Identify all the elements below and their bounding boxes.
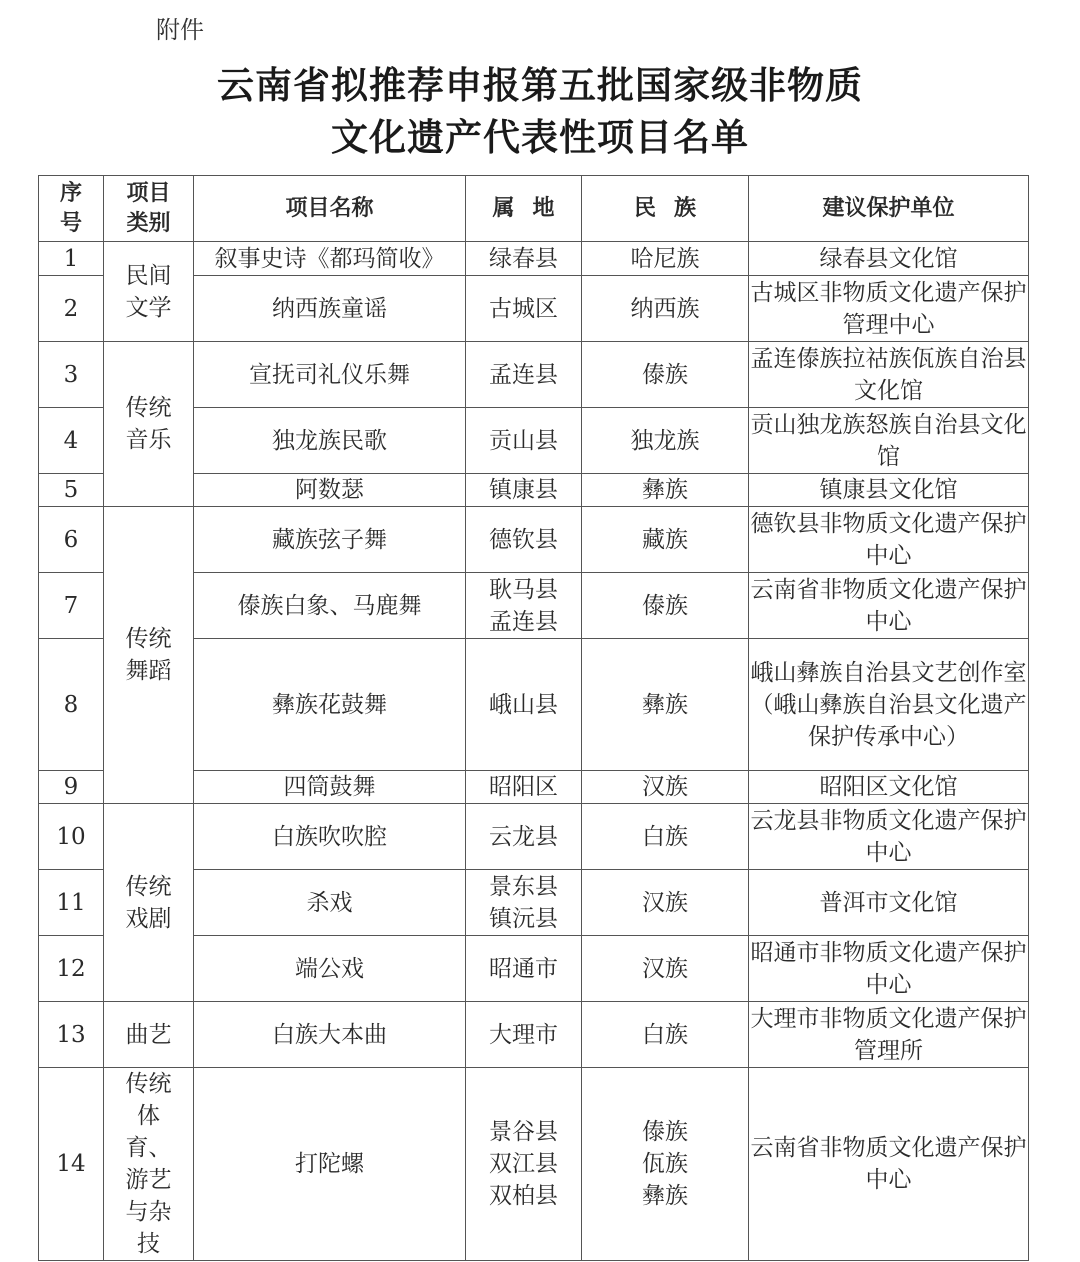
row-ethnicity: 傣族 佤族 彝族 <box>582 1068 749 1261</box>
row-ethnicity: 汉族 <box>582 936 749 1002</box>
row-name: 彝族花鼓舞 <box>194 639 466 771</box>
category-cell: 曲艺 <box>104 1002 194 1068</box>
attachment-label: 附件 <box>156 16 204 44</box>
row-ethnicity: 汉族 <box>582 870 749 936</box>
row-location: 古城区 <box>466 276 582 342</box>
table-header-row <box>39 176 1029 242</box>
row-name: 独龙族民歌 <box>194 408 466 474</box>
row-seq: 12 <box>39 936 104 1002</box>
row-name: 阿数瑟 <box>194 474 466 507</box>
row-location: 景谷县 双江县 双柏县 <box>466 1068 582 1261</box>
row-name: 藏族弦子舞 <box>194 507 466 573</box>
category-cell: 民间文学 <box>104 242 194 342</box>
category-cell: 传统体育、游艺与杂技 <box>104 1068 194 1261</box>
row-ethnicity: 彝族 <box>582 639 749 771</box>
row-unit: 古城区非物质文化遗产保护管理中心 <box>749 276 1029 342</box>
row-ethnicity: 纳西族 <box>582 276 749 342</box>
header-name: 项目名称 <box>194 176 466 242</box>
row-unit: 贡山独龙族怒族自治县文化馆 <box>749 408 1029 474</box>
row-unit: 昭通市非物质文化遗产保护中心 <box>749 936 1029 1002</box>
row-location: 昭阳区 <box>466 771 582 804</box>
row-seq: 7 <box>39 573 104 639</box>
row-seq: 11 <box>39 870 104 936</box>
category-cell: 传统音乐 <box>104 342 194 507</box>
row-name: 纳西族童谣 <box>194 276 466 342</box>
row-location: 绿春县 <box>466 242 582 276</box>
row-unit: 德钦县非物质文化遗产保护中心 <box>749 507 1029 573</box>
document-title-line-2: 文化遗产代表性项目名单 <box>331 116 749 159</box>
row-name: 打陀螺 <box>194 1068 466 1261</box>
row-seq: 13 <box>39 1002 104 1068</box>
table-row <box>39 1002 1029 1068</box>
row-location: 贡山县 <box>466 408 582 474</box>
row-unit: 镇康县文化馆 <box>749 474 1029 507</box>
row-seq: 1 <box>39 242 104 276</box>
row-location: 峨山县 <box>466 639 582 771</box>
category-cell: 传统舞蹈 <box>104 507 194 804</box>
row-location: 大理市 <box>466 1002 582 1068</box>
category-cell: 传统戏剧 <box>104 804 194 1002</box>
row-ethnicity: 白族 <box>582 804 749 870</box>
row-location: 云龙县 <box>466 804 582 870</box>
row-unit: 孟连傣族拉祜族佤族自治县文化馆 <box>749 342 1029 408</box>
row-unit: 大理市非物质文化遗产保护管理所 <box>749 1002 1029 1068</box>
row-unit: 普洱市文化馆 <box>749 870 1029 936</box>
row-name: 白族大本曲 <box>194 1002 466 1068</box>
table-row <box>39 342 1029 408</box>
row-ethnicity: 彝族 <box>582 474 749 507</box>
row-name: 叙事史诗《都玛简收》 <box>194 242 466 276</box>
row-seq: 3 <box>39 342 104 408</box>
header-location: 属地 <box>466 176 582 242</box>
row-seq: 14 <box>39 1068 104 1261</box>
row-seq: 4 <box>39 408 104 474</box>
document-title-line-1: 云南省拟推荐申报第五批国家级非物质 <box>217 64 863 107</box>
row-unit: 峨山彝族自治县文艺创作室（峨山彝族自治县文化遗产保护传承中心） <box>749 639 1029 771</box>
row-unit: 云龙县非物质文化遗产保护中心 <box>749 804 1029 870</box>
row-name: 杀戏 <box>194 870 466 936</box>
header-seq: 序号 <box>39 176 104 242</box>
row-ethnicity: 哈尼族 <box>582 242 749 276</box>
row-name: 端公戏 <box>194 936 466 1002</box>
row-seq: 9 <box>39 771 104 804</box>
row-seq: 2 <box>39 276 104 342</box>
row-unit: 绿春县文化馆 <box>749 242 1029 276</box>
table-row <box>39 1068 1029 1261</box>
header-unit: 建议保护单位 <box>749 176 1029 242</box>
header-category: 项目类别 <box>104 176 194 242</box>
row-location: 景东县 镇沅县 <box>466 870 582 936</box>
row-name: 傣族白象、马鹿舞 <box>194 573 466 639</box>
row-location: 耿马县 孟连县 <box>466 573 582 639</box>
row-ethnicity: 傣族 <box>582 573 749 639</box>
table-row <box>39 804 1029 870</box>
row-name: 四筒鼓舞 <box>194 771 466 804</box>
row-seq: 8 <box>39 639 104 771</box>
row-ethnicity: 汉族 <box>582 771 749 804</box>
row-name: 宣抚司礼仪乐舞 <box>194 342 466 408</box>
table-row <box>39 507 1029 573</box>
row-location: 昭通市 <box>466 936 582 1002</box>
row-seq: 5 <box>39 474 104 507</box>
row-location: 德钦县 <box>466 507 582 573</box>
row-name: 白族吹吹腔 <box>194 804 466 870</box>
row-ethnicity: 独龙族 <box>582 408 749 474</box>
row-unit: 昭阳区文化馆 <box>749 771 1029 804</box>
row-seq: 6 <box>39 507 104 573</box>
table-row <box>39 242 1029 276</box>
row-ethnicity: 傣族 <box>582 342 749 408</box>
row-unit: 云南省非物质文化遗产保护中心 <box>749 1068 1029 1261</box>
row-unit: 云南省非物质文化遗产保护中心 <box>749 573 1029 639</box>
row-location: 孟连县 <box>466 342 582 408</box>
header-ethnicity: 民族 <box>582 176 749 242</box>
row-ethnicity: 藏族 <box>582 507 749 573</box>
row-location: 镇康县 <box>466 474 582 507</box>
row-seq: 10 <box>39 804 104 870</box>
project-list-table <box>38 175 1029 1261</box>
row-ethnicity: 白族 <box>582 1002 749 1068</box>
